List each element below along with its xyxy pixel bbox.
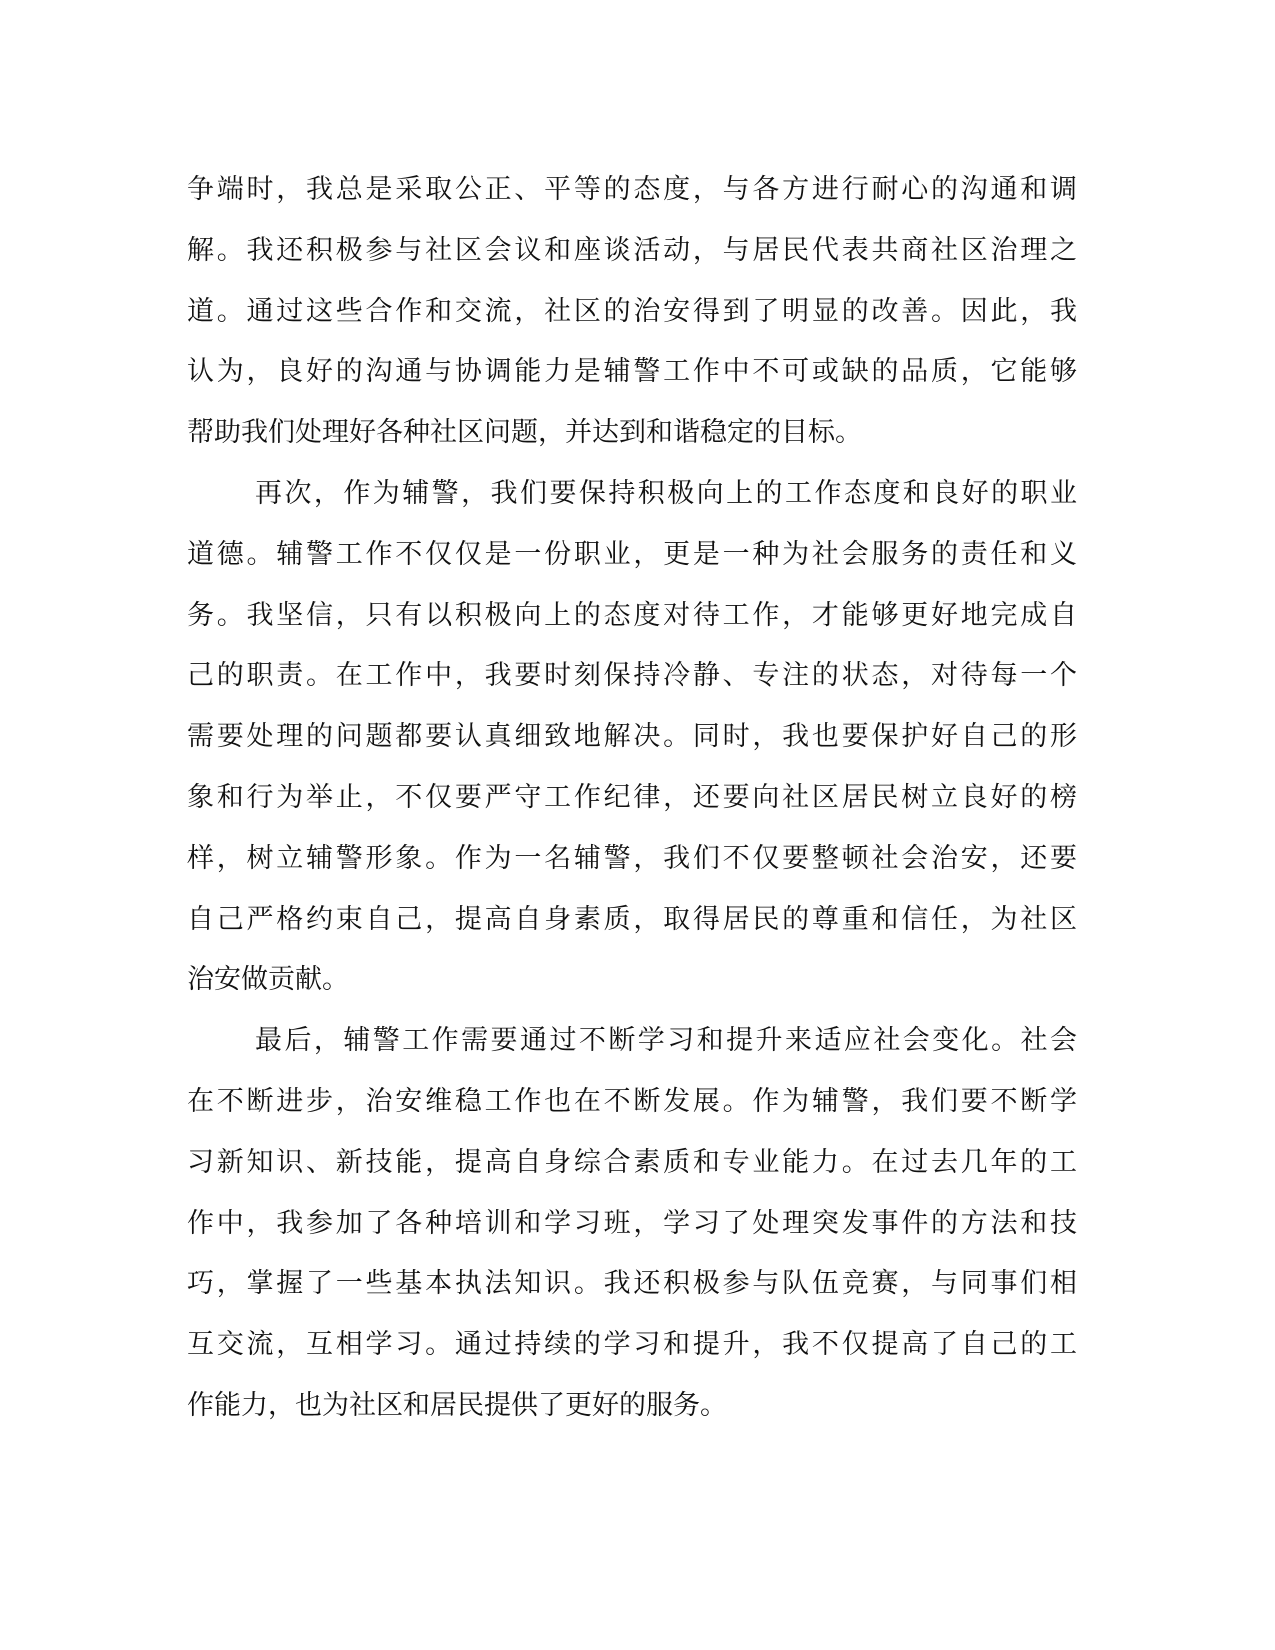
text-line: 最后，辅警工作需要通过不断学习和提升来适应社会变化。社会 [255,1025,1077,1057]
text-line: 务。我坚信，只有以积极向上的态度对待工作，才能够更好地完成自 [187,599,1077,631]
text-line: 自己严格约束自己，提高自身素质，取得居民的尊重和信任，为社区 [187,903,1077,935]
text-line: 帮助我们处理好各种社区问题，并达到和谐稳定的目标。 [187,417,862,449]
text-line: 治安做贡献。 [187,964,349,996]
body-text [187,160,1077,1437]
text-line: 解。我还积极参与社区会议和座谈活动，与居民代表共商社区治理之 [187,234,1077,266]
text-line: 己的职责。在工作中，我要时刻保持冷静、专注的状态，对待每一个 [187,660,1077,692]
text-line: 需要处理的问题都要认真细致地解决。同时，我也要保护好自己的形 [187,721,1077,753]
text-line: 争端时，我总是采取公正、平等的态度，与各方进行耐心的沟通和调 [187,174,1077,205]
text-line: 在不断进步，治安维稳工作也在不断发展。作为辅警，我们要不断学 [187,1085,1077,1117]
text-line: 道德。辅警工作不仅仅是一份职业，更是一种为社会服务的责任和义 [187,538,1077,570]
text-line: 认为，良好的沟通与协调能力是辅警工作中不可或缺的品质，它能够 [187,356,1077,388]
text-line: 互交流，互相学习。通过持续的学习和提升，我不仅提高了自己的工 [187,1329,1077,1361]
text-line: 作能力，也为社区和居民提供了更好的服务。 [187,1389,727,1421]
text-line: 作中，我参加了各种培训和学习班，学习了处理突发事件的方法和技 [187,1207,1077,1239]
text-line: 象和行为举止，不仅要严守工作纪律，还要向社区居民树立良好的榜 [187,781,1077,813]
text-line: 巧，掌握了一些基本执法知识。我还积极参与队伍竞赛，与同事们相 [187,1268,1077,1300]
text-line: 再次，作为辅警，我们要保持积极向上的工作态度和良好的职业 [255,477,1077,509]
text-line: 样，树立辅警形象。作为一名辅警，我们不仅要整顿社会治安，还要 [187,842,1077,874]
text-line: 道。通过这些合作和交流，社区的治安得到了明显的改善。因此，我 [187,295,1077,327]
text-line: 习新知识、新技能，提高自身综合素质和专业能力。在过去几年的工 [187,1146,1077,1178]
